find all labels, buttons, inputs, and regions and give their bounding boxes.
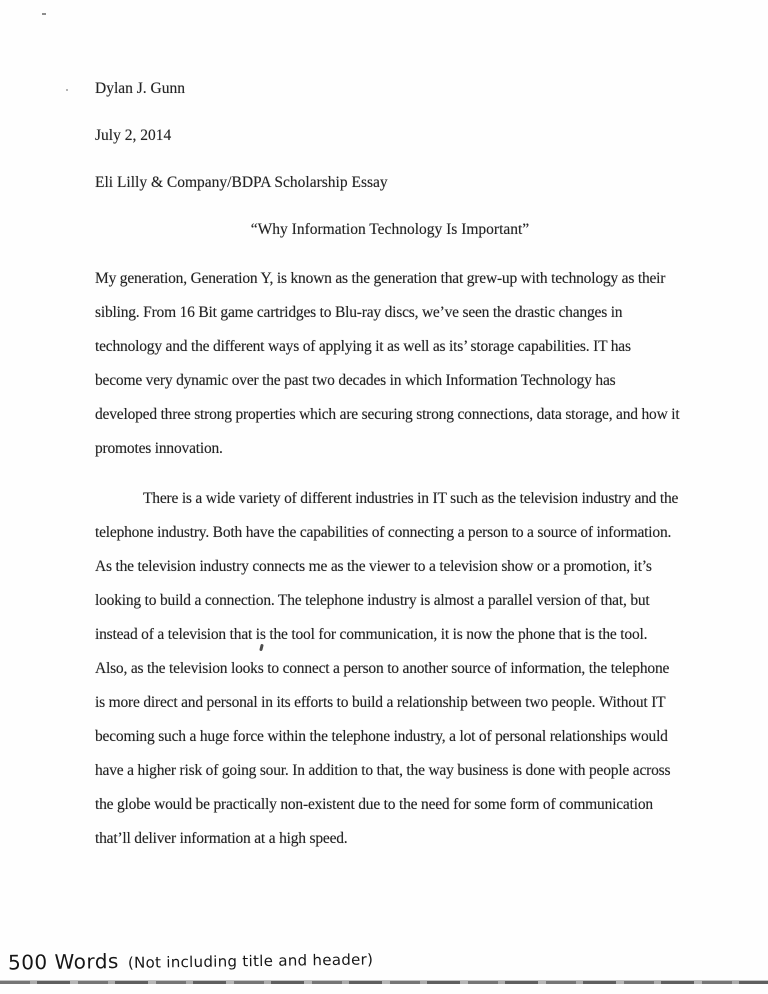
text-line: becoming such a huge force within the telephone industry, a lot of personal relationships would: [95, 728, 668, 745]
text-line: looking to build a connection. The telephone industry is almost a parallel version of that, but: [95, 592, 650, 609]
handwritten-annotation: [8, 945, 374, 974]
text-line: telephone industry. Both have the capabilities of connecting a person to a source of information.: [95, 524, 672, 541]
essay-date: July 2, 2014: [95, 127, 172, 144]
paragraph-intro: [95, 262, 700, 466]
text-line: As the television industry connects me as the viewer to a television show or a promotion, it’s: [95, 558, 652, 575]
essay-title: “Why Information Technology Is Important”: [250, 221, 530, 238]
scan-edge-line: [0, 980, 768, 984]
text-line: developed three strong properties which are securing strong connections, data storage, and how it: [95, 406, 680, 423]
text-line: is more direct and personal in its efforts to build a relationship between two people. Without IT: [95, 694, 666, 711]
word-count-note: (Not including title and header): [127, 950, 374, 972]
text-line: sibling. From 16 Bit game cartridges to Blu-ray discs, we’ve seen the drastic changes in: [95, 304, 623, 321]
text-line: There is a wide variety of different industries in IT such as the television industry and the: [143, 490, 679, 507]
essay-subject-line: Eli Lilly & Company/BDPA Scholarship Essay: [95, 174, 388, 191]
text-line: instead of a television that is the tool for communication, it is now the phone that is the tool.: [95, 626, 648, 643]
text-line: have a higher risk of going sour. In addition to that, the way business is done with people across: [95, 762, 671, 779]
text-line: Also, as the television looks to connect a person to another source of information, the telephone: [95, 660, 670, 677]
scan-artifact-dot: [66, 89, 68, 91]
word-count-text: 500 Words: [7, 949, 120, 975]
text-line: technology and the different ways of applying it as well as its’ storage capabilities. IT has: [95, 338, 631, 355]
scan-artifact-speck: [42, 13, 46, 15]
text-line: that’ll deliver information at a high speed.: [95, 830, 348, 847]
text-line: promotes innovation.: [95, 440, 223, 457]
text-line: My generation, Generation Y, is known as the generation that grew-up with technology as their: [95, 270, 666, 287]
text-line: become very dynamic over the past two decades in which Information Technology has: [95, 372, 616, 389]
text-line: the globe would be practically non-existent due to the need for some form of communication: [95, 796, 653, 813]
paragraph-body: [95, 482, 700, 856]
author-name: Dylan J. Gunn: [95, 80, 185, 97]
